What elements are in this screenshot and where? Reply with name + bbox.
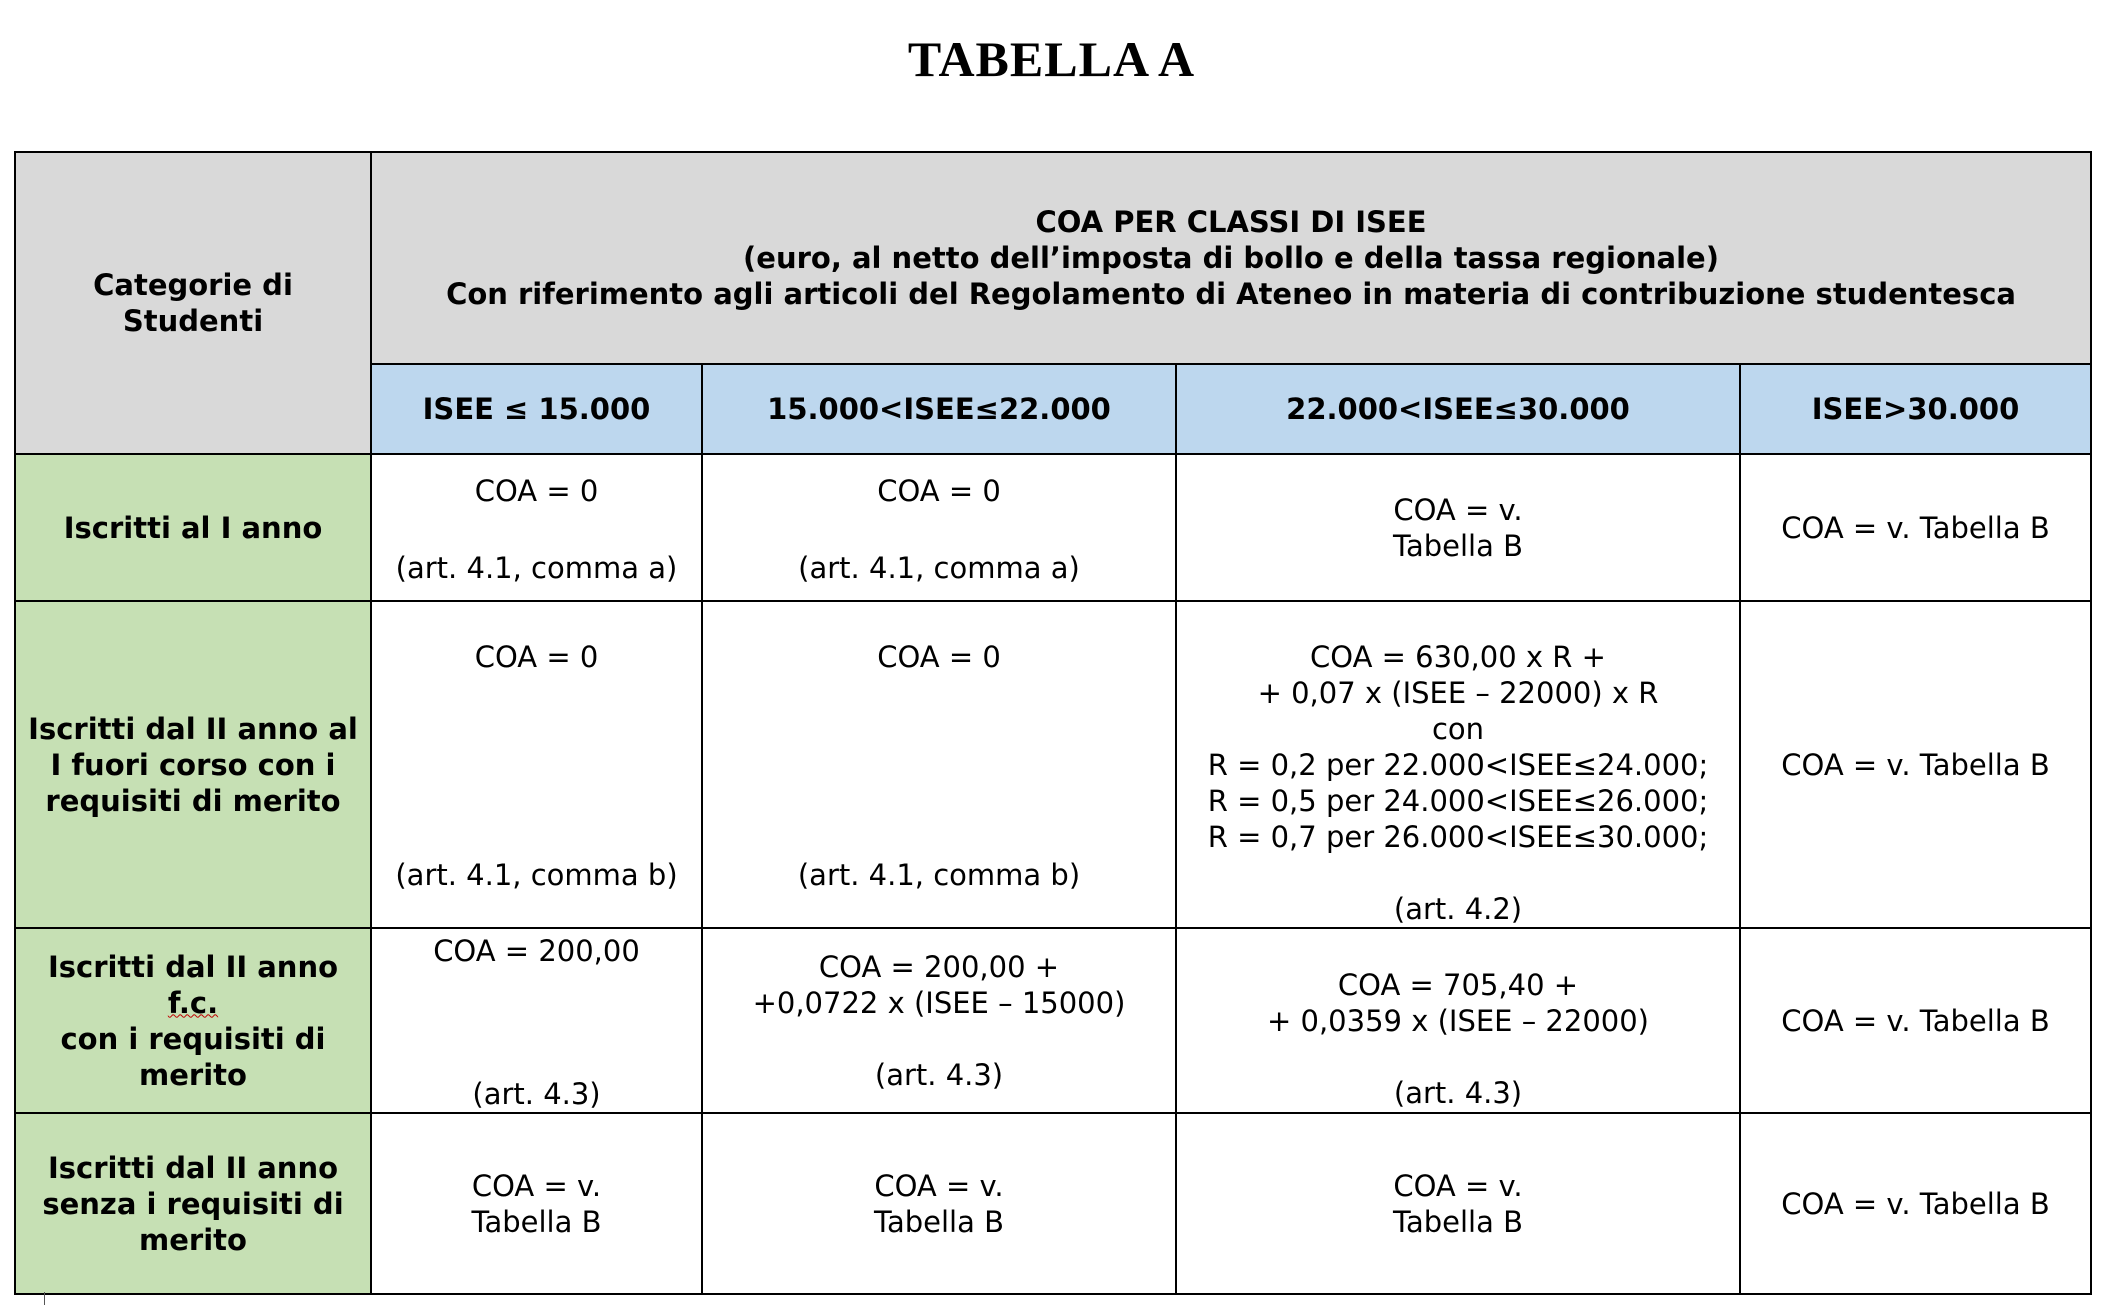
coa-formula-line: COA = v. xyxy=(1393,1168,1523,1203)
coa-cell xyxy=(702,601,1176,928)
coa-cell xyxy=(1176,928,1740,1113)
article-ref: (art. 4.3) xyxy=(1393,1075,1523,1110)
isee-class-label: 22.000<ISEE≤30.000 xyxy=(1286,392,1630,426)
coa-formula-line: R = 0,7 per 26.000<ISEE≤30.000; xyxy=(1207,820,1709,854)
article-ref: (art. 4.2) xyxy=(1393,892,1523,926)
coa-formula-line: Tabella B xyxy=(1393,528,1523,563)
coa-cell xyxy=(1740,928,2091,1113)
coa-formula-line: + 0,07 x (ISEE – 22000) x R xyxy=(1257,676,1659,710)
coa-cell xyxy=(1740,601,2091,928)
document-title: TABELLA A xyxy=(907,31,1196,87)
coa-cell xyxy=(371,1113,702,1294)
coa-formula-line: Tabella B xyxy=(874,1204,1004,1239)
isee-class-label: ISEE>30.000 xyxy=(1811,392,2020,426)
coa-cell xyxy=(371,454,702,601)
coa-cell xyxy=(702,928,1176,1113)
coa-formula-line: COA = v. xyxy=(1393,492,1523,527)
article-ref: (art. 4.3) xyxy=(874,1057,1004,1092)
coa-cell xyxy=(702,454,1176,601)
table-row xyxy=(15,1113,2091,1294)
article-ref: (art. 4.1, comma a) xyxy=(395,551,678,585)
coa-formula: COA = v. Tabella B xyxy=(1781,1186,2050,1221)
coa-cell xyxy=(371,601,702,928)
coa-formula-line: Tabella B xyxy=(1393,1204,1523,1239)
isee-class-header xyxy=(1740,364,2091,454)
coa-formula-line: COA = 630,00 x R + xyxy=(1310,640,1606,674)
coa-formula-line: COA = 200,00 + xyxy=(818,949,1060,984)
isee-class-label: ISEE ≤ 15.000 xyxy=(422,392,651,426)
coa-cell xyxy=(1176,601,1740,928)
coa-cell xyxy=(1740,454,2091,601)
coa-header-line-1: COA PER CLASSI DI ISEE xyxy=(1035,205,1427,239)
table-row xyxy=(15,601,2091,928)
coa-formula-line: Tabella B xyxy=(471,1204,602,1239)
category-cell xyxy=(15,1113,371,1294)
coa-cell xyxy=(1176,1113,1740,1294)
coa-formula-line: R = 0,5 per 24.000<ISEE≤26.000; xyxy=(1207,784,1709,818)
coa-formula: COA = 0 xyxy=(474,640,599,674)
coa-cell xyxy=(1176,454,1740,601)
article-ref: (art. 4.3) xyxy=(472,1077,601,1111)
category-fc-text: f.c. xyxy=(167,985,219,1020)
category-header-label: Categorie di Studenti xyxy=(93,268,293,338)
category-cell xyxy=(15,601,371,928)
coa-formula: COA = v. Tabella B xyxy=(1781,510,2050,545)
coa-formula-line: R = 0,2 per 22.000<ISEE≤24.000; xyxy=(1207,748,1709,782)
article-ref: (art. 4.1, comma a) xyxy=(798,551,1080,585)
table-row xyxy=(15,454,2091,601)
coa-formula: COA = 0 xyxy=(877,474,1001,508)
coa-formula-line: con xyxy=(1431,712,1485,746)
coa-formula: COA = v. Tabella B xyxy=(1781,747,2050,782)
coa-header-line-3: Con riferimento agli articoli del Regolamento di Ateneo in materia di contribuzione studentesca xyxy=(446,277,2016,311)
isee-class-header xyxy=(1176,364,1740,454)
category-cell xyxy=(15,928,371,1113)
coa-formula-line: + 0,0359 x (ISEE – 22000) xyxy=(1266,1003,1649,1038)
category-label: Iscritti dal II anno xyxy=(47,949,339,984)
coa-formula: COA = 0 xyxy=(474,474,599,508)
isee-class-header xyxy=(371,364,702,454)
coa-formula-line: COA = v. xyxy=(874,1168,1004,1203)
isee-class-header xyxy=(702,364,1176,454)
coa-formula: COA = v. Tabella B xyxy=(1781,1003,2050,1038)
coa-formula-line: COA = 705,40 + xyxy=(1337,967,1579,1002)
coa-header-cell xyxy=(371,152,2091,364)
text-cursor-mark xyxy=(44,1292,45,1305)
header-row-top xyxy=(15,152,2091,364)
coa-formula: COA = 200,00 xyxy=(433,934,640,968)
table-row xyxy=(15,928,2091,1113)
article-ref: (art. 4.1, comma b) xyxy=(797,858,1081,892)
coa-table xyxy=(14,151,2092,1295)
category-label: Iscritti dal II anno senza i requisiti di merito xyxy=(42,1150,344,1257)
category-cell xyxy=(15,454,371,601)
isee-class-label: 15.000<ISEE≤22.000 xyxy=(767,392,1111,426)
coa-header-line-2: (euro, al netto dell’imposta di bollo e della tassa regionale) xyxy=(743,241,1719,275)
category-label: Iscritti dal II anno al I fuori corso con i requisiti di merito xyxy=(28,711,358,818)
category-label: con i requisiti di merito xyxy=(60,1021,326,1092)
coa-formula-line: +0,0722 x (ISEE – 15000) xyxy=(752,985,1126,1020)
coa-cell xyxy=(702,1113,1176,1294)
category-header-cell xyxy=(15,152,371,454)
coa-cell xyxy=(371,928,702,1113)
article-ref: (art. 4.1, comma b) xyxy=(395,858,678,892)
coa-formula-line: COA = v. xyxy=(471,1168,602,1203)
coa-formula: COA = 0 xyxy=(877,640,1001,674)
coa-cell xyxy=(1740,1113,2091,1294)
category-label-fc xyxy=(24,985,362,1021)
category-label: Iscritti al I anno xyxy=(63,510,323,545)
